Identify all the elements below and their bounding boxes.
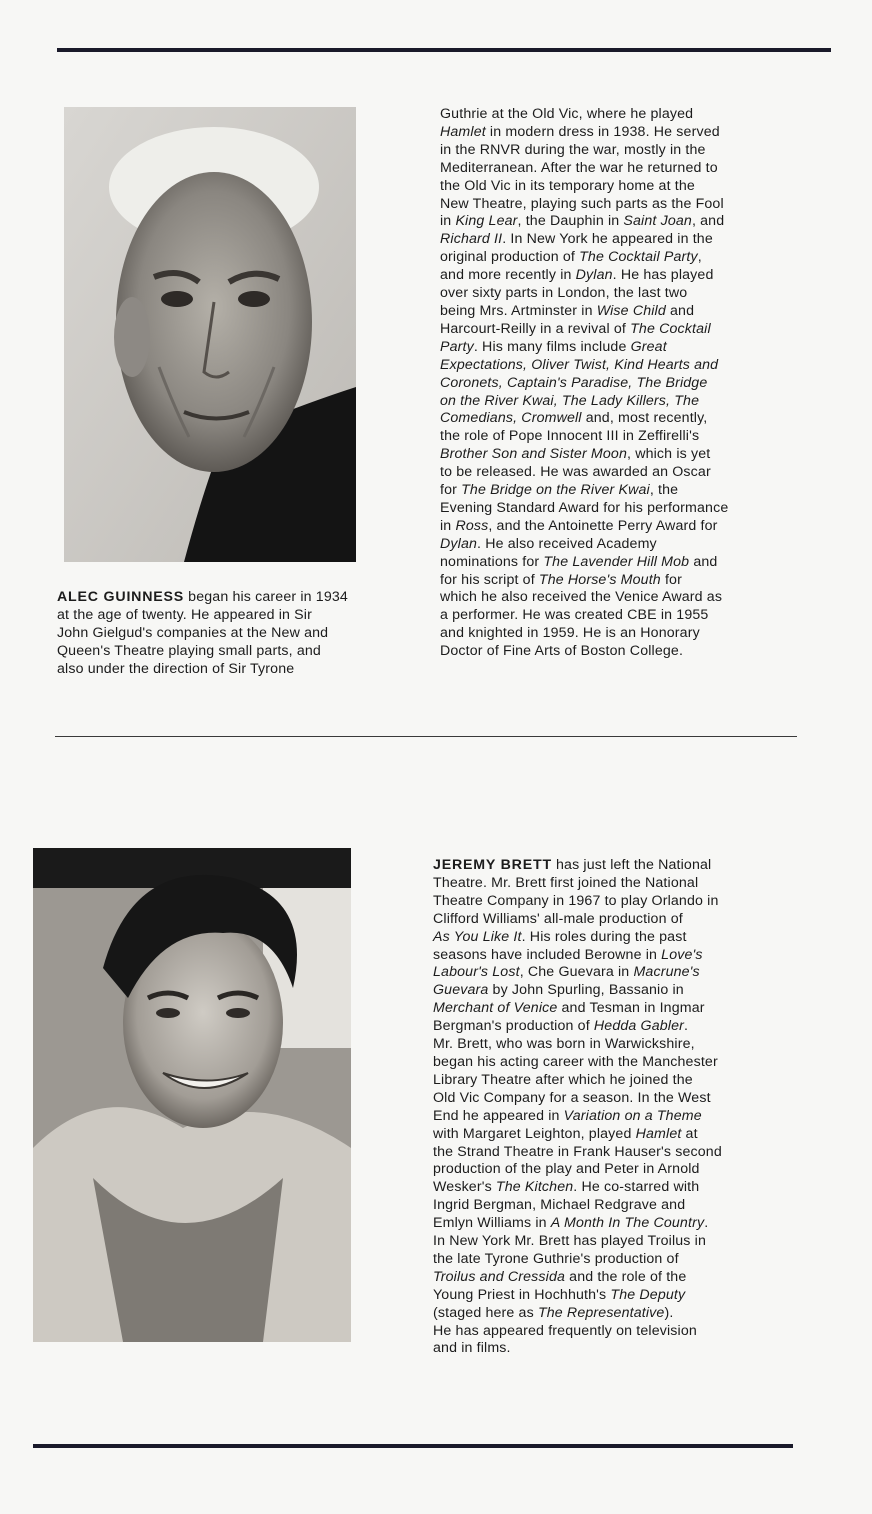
text-run: Theatre. Mr. Brett first joined the National [433,874,699,891]
text-line [433,1340,803,1358]
text-run: He has appeared frequently on television [433,1322,697,1339]
text-line [433,1161,803,1179]
text-line [440,321,800,339]
text-run: at the age of twenty. He appeared in Sir [57,606,312,623]
text-line [440,554,800,572]
text-line [433,875,803,893]
work-title: Hamlet [440,123,486,140]
text-run: which he also received the Venice Award as [440,589,723,606]
text-run: . He also received Academy [477,535,657,552]
text-run: Doctor of Fine Arts of Boston College. [440,643,684,660]
text-run: ). [664,1304,674,1321]
text-line [433,1144,803,1162]
text-run: for [660,571,682,588]
text-line [440,106,800,124]
work-title: Merchant of Venice [433,1000,558,1017]
text-run: Clifford Williams' all-male production of [433,910,683,927]
text-run: Queen's Theatre playing small parts, and [57,642,321,659]
text-line [433,1018,803,1036]
text-run: , Che Guevara in [519,964,634,981]
text-run: production of the play and Peter in Arnold [433,1161,700,1178]
text-line [440,643,800,661]
text-run: has just left the National [551,857,712,873]
text-line [433,1054,803,1072]
text-run: at [681,1125,698,1142]
text-run: also under the direction of Sir Tyrone [57,660,295,677]
text-line [433,893,803,911]
alec-guinness-bio-start [57,589,417,679]
work-title: As You Like It [433,928,522,945]
text-run: . His many films include [473,338,631,355]
text-line [440,410,800,428]
work-title: Hamlet [635,1125,682,1142]
text-run: in the RNVR during the war, mostly in the [440,141,706,158]
top-rule [57,48,831,52]
work-title: Hedda Gabler [593,1018,685,1035]
text-run: in [440,213,456,230]
text-run: and [665,302,695,319]
text-run: for [440,482,462,499]
text-line [433,911,803,929]
text-line [57,589,417,607]
actor-name: ALEC GUINNESS [57,589,185,605]
text-run: John Gielgud's companies at the New and [57,624,329,641]
work-title: Ross [455,517,489,534]
text-line [433,857,803,875]
text-line [440,589,800,607]
text-run: in modern dress in 1938. He served [485,123,720,140]
text-run: the Strand Theatre in Frank Hauser's second [433,1143,722,1160]
work-title: Dylan [575,267,613,284]
text-run: and in films. [433,1340,511,1357]
bio-lines [440,106,800,661]
text-line [433,1323,803,1341]
work-title: The Representative [537,1304,665,1321]
text-line [440,500,800,518]
text-line [440,393,800,411]
text-line [440,518,800,536]
text-run: the role of Pope Innocent III in Zeffirelli's [440,428,700,445]
text-run: Theatre Company in 1967 to play Orlando in [433,892,719,909]
text-run: nominations for [440,553,544,570]
text-run: Ingrid Bergman, Michael Redgrave and [433,1197,686,1214]
text-line [433,1000,803,1018]
work-title: The Lavender Hill Mob [543,553,690,570]
work-title: Brother Son and Sister Moon [440,446,628,463]
text-line [433,947,803,965]
text-run: , and [691,213,725,230]
text-line [440,213,800,231]
text-line [440,196,800,214]
work-title: The Cocktail [630,320,711,337]
text-line [57,661,417,679]
text-line [433,1287,803,1305]
text-run: seasons have included Berowne in [433,946,662,963]
actor-name: JEREMY BRETT [433,857,552,873]
text-line [440,446,800,464]
text-line [440,428,800,446]
text-run: Emlyn Williams in [433,1215,551,1232]
text-run: and the role of the [565,1268,687,1285]
text-run: and knighted in 1959. He is an Honorary [440,625,700,642]
work-title: Love's [661,946,703,963]
text-line [440,625,800,643]
text-line [433,1269,803,1287]
bio-lines [433,857,803,1358]
work-title: Comedians, Cromwell [440,410,582,427]
text-line [440,124,800,142]
text-run: and Tesman in Ingmar [557,1000,705,1017]
text-run: In New York Mr. Brett has played Troilus in [433,1233,706,1250]
text-line [440,267,800,285]
text-line [440,482,800,500]
text-run: and [689,553,718,570]
work-title: Guevara [433,982,489,999]
text-line [433,929,803,947]
jeremy-brett-photo [33,848,351,1342]
text-run: , [697,249,702,266]
text-line [440,160,800,178]
text-run: . His roles during the past [521,928,687,945]
text-line [440,285,800,303]
text-run: the Old Vic in its temporary home at the [440,177,695,194]
section-divider [55,736,797,737]
text-line [440,464,800,482]
text-run: Evening Standard Award for his performance [440,499,729,516]
text-line [433,1215,803,1233]
text-run: . In New York he appeared in the [502,231,713,248]
text-line [440,357,800,375]
text-run: , the [649,482,679,499]
text-run: with Margaret Leighton, played [433,1125,636,1142]
work-title: Expectations, Oliver Twist, Kind Hearts and [440,356,719,373]
alec-guinness-photo [64,107,356,562]
text-run: . He has played [612,267,714,284]
text-line [57,643,417,661]
text-run: (staged here as [433,1304,538,1321]
text-line [433,1036,803,1054]
text-run: over sixty parts in London, the last two [440,285,688,302]
work-title: The Cocktail Party [579,249,698,266]
work-title: Richard II [440,231,503,248]
text-line [433,1090,803,1108]
text-line [433,964,803,982]
work-title: Coronets, Captain's Paradise, The Bridge [440,374,708,391]
text-line [57,625,417,643]
work-title: Variation on a Theme [563,1107,702,1124]
alec-guinness-bio-continued [440,106,800,661]
text-run: Library Theatre after which he joined the [433,1071,693,1088]
text-line [440,375,800,393]
bottom-rule [33,1444,793,1448]
text-run: Bergman's production of [433,1018,594,1035]
text-run: being Mrs. Artminster in [440,302,597,319]
text-run: began his career in 1934 [184,589,348,605]
text-line [57,607,417,625]
text-line [433,1179,803,1197]
work-title: Labour's Lost [433,964,520,981]
work-title: Great [630,338,667,355]
text-run: began his acting career with the Manchester [433,1053,718,1070]
text-run: by John Spurling, Bassanio in [488,982,684,999]
text-run: End he appeared in [433,1107,564,1124]
text-line [433,982,803,1000]
text-line [440,536,800,554]
text-run: original production of [440,249,580,266]
text-line [440,607,800,625]
work-title: Saint Joan [623,213,692,230]
text-line [433,1108,803,1126]
text-run: Mr. Brett, who was born in Warwickshire, [433,1036,695,1053]
work-title: Troilus and Cressida [433,1268,566,1285]
work-title: Party [440,338,474,355]
text-run: the late Tyrone Guthrie's production of [433,1250,679,1267]
text-run: Harcourt-Reilly in a revival of [440,320,631,337]
work-title: Wise Child [596,302,666,319]
text-run: . He co-starred with [573,1179,700,1196]
text-run: Guthrie at the Old Vic, where he played [440,106,694,122]
text-run: and more recently in [440,267,576,284]
text-line [440,142,800,160]
text-line [440,339,800,357]
jeremy-brett-bio [433,857,803,1358]
text-run: . [704,1215,709,1232]
text-run: a performer. He was created CBE in 1955 [440,607,709,624]
text-run: Old Vic Company for a season. In the West [433,1089,711,1106]
text-run: Young Priest in Hochhuth's [433,1286,611,1303]
work-title: on the River Kwai, The Lady Killers, The [440,392,700,409]
text-run: in [440,517,456,534]
text-run: New Theatre, playing such parts as the Fool [440,195,724,212]
text-line [440,178,800,196]
work-title: The Bridge on the River Kwai [461,482,650,499]
text-line [440,572,800,590]
work-title: Dylan [440,535,478,552]
work-title: Macrune's [633,964,700,981]
text-run: , the Dauphin in [517,213,624,230]
text-line [440,303,800,321]
work-title: The Kitchen [495,1179,574,1196]
text-run: Mediterranean. After the war he returned to [440,159,718,176]
bio-lines [57,589,417,679]
text-line [433,1251,803,1269]
work-title: A Month In The Country [550,1215,705,1232]
text-line [440,231,800,249]
text-run: , which is yet [627,446,711,463]
text-line [440,249,800,267]
work-title: King Lear [455,213,518,230]
text-run: for his script of [440,571,539,588]
text-line [433,1197,803,1215]
text-run: and, most recently, [581,410,708,427]
text-line [433,1072,803,1090]
text-run: , and the Antoinette Perry Award for [488,517,718,534]
work-title: The Horse's Mouth [538,571,661,588]
text-line [433,1233,803,1251]
work-title: The Deputy [610,1286,686,1303]
text-line [433,1305,803,1323]
text-line [433,1126,803,1144]
text-run: Wesker's [433,1179,496,1196]
text-run: . [684,1018,689,1035]
text-run: to be released. He was awarded an Oscar [440,464,711,481]
